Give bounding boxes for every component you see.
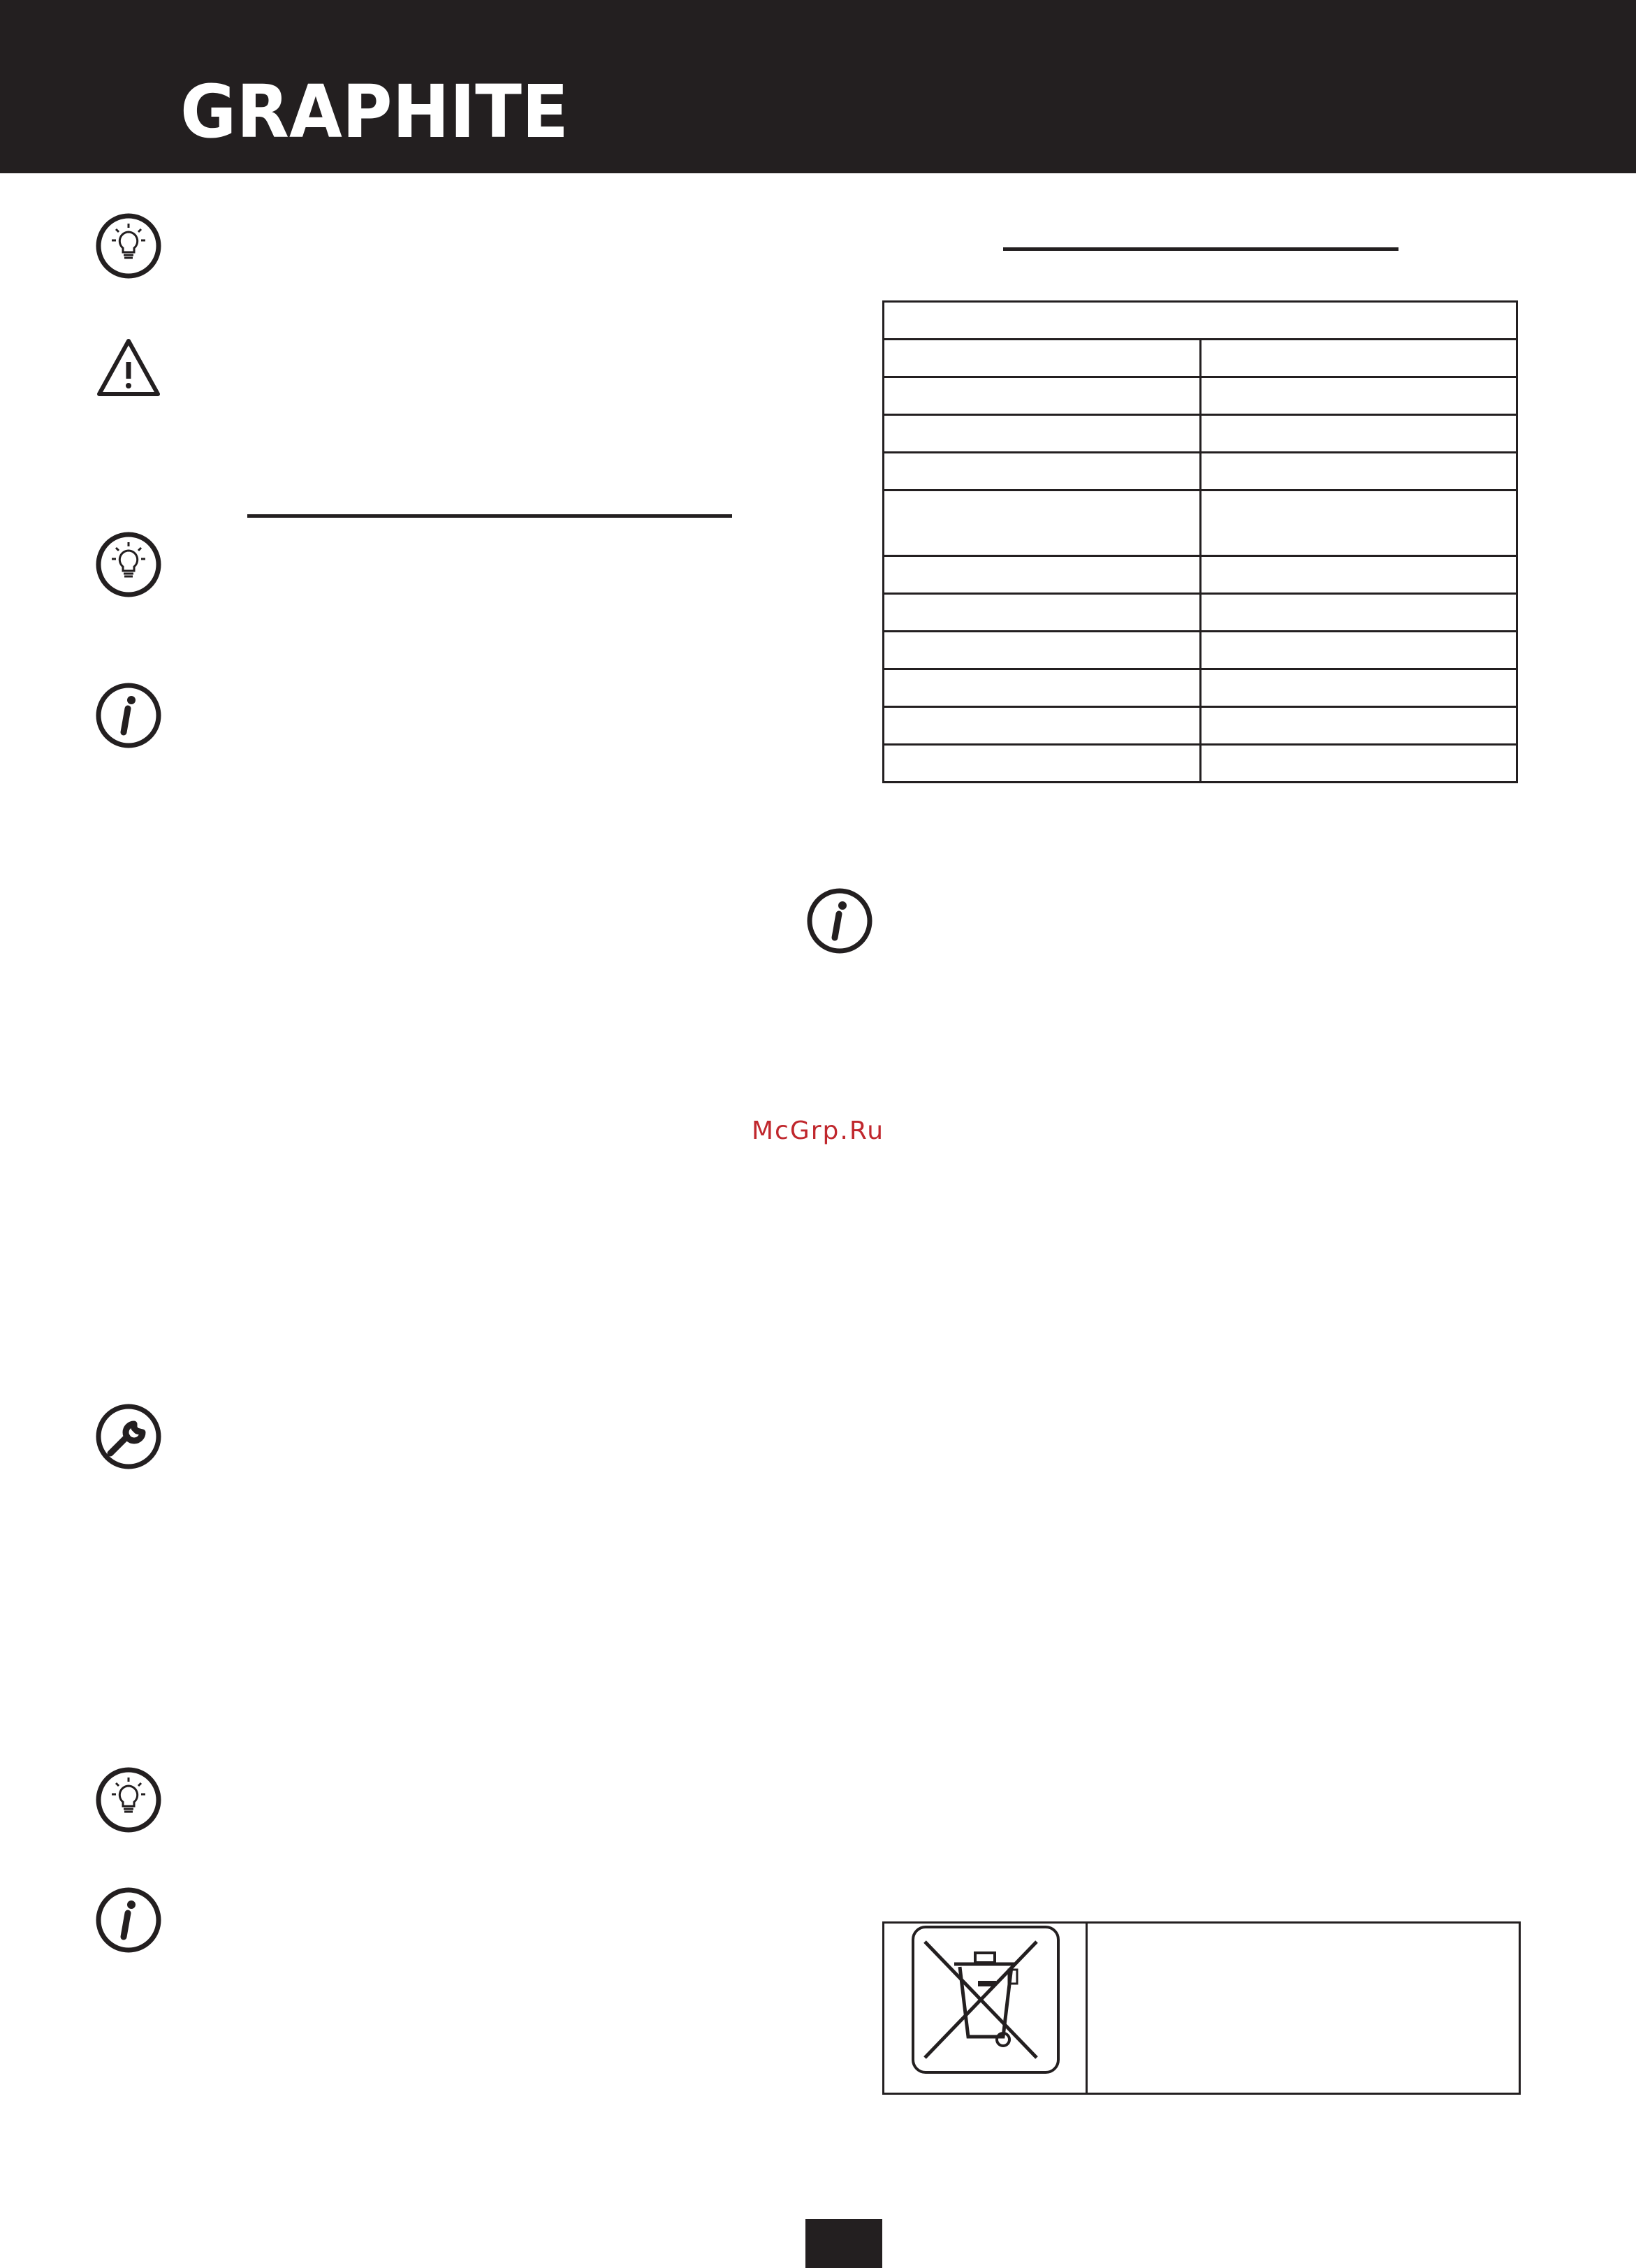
table-cell [1200,632,1517,669]
table-row [884,632,1517,669]
table-cell [1200,745,1517,783]
wrench-icon [95,1403,162,1470]
table-cell [884,632,1201,669]
table-cell [884,302,1517,340]
info-icon [806,887,873,954]
table-cell [884,556,1201,594]
graphite-logo [180,78,569,145]
table-row [884,415,1517,453]
lightbulb-icon [95,531,162,598]
table-cell [1200,377,1517,415]
table-row [884,490,1517,556]
table-row [884,556,1517,594]
table-cell [1200,669,1517,707]
table-cell [1200,453,1517,490]
table-cell [884,415,1201,453]
table-cell [1200,594,1517,632]
lightbulb-icon [95,1766,162,1833]
info-icon [95,682,162,749]
page-number-tab [805,2219,882,2268]
table-cell [1200,490,1517,556]
table-cell [884,594,1201,632]
table-cell [884,377,1201,415]
svg-text:GRAPHITE: GRAPHITE [180,78,569,145]
table-cell [884,745,1201,783]
spec-table [882,300,1518,783]
table-row [884,377,1517,415]
table-row [884,340,1517,377]
section-rule [1003,247,1398,251]
disposal-box [882,1921,1521,2095]
disposal-divider [1086,1924,1088,2093]
section-rule [247,514,732,518]
table-cell [884,490,1201,556]
table-row [884,594,1517,632]
table-cell [884,453,1201,490]
crossed-wheelie-bin-icon [911,1925,1060,2074]
table-cell [1200,340,1517,377]
table-cell [1200,556,1517,594]
table-row [884,669,1517,707]
table-row [884,745,1517,783]
table-cell [1200,415,1517,453]
info-icon [95,1887,162,1954]
table-cell [884,340,1201,377]
header-bar [0,0,1636,173]
table-row [884,302,1517,340]
table-row [884,707,1517,745]
table-cell [1200,707,1517,745]
watermark: McGrp.Ru [751,1117,885,1145]
table-row [884,453,1517,490]
warning-icon [95,335,162,402]
lightbulb-icon [95,212,162,279]
table-cell [884,669,1201,707]
table-cell [884,707,1201,745]
